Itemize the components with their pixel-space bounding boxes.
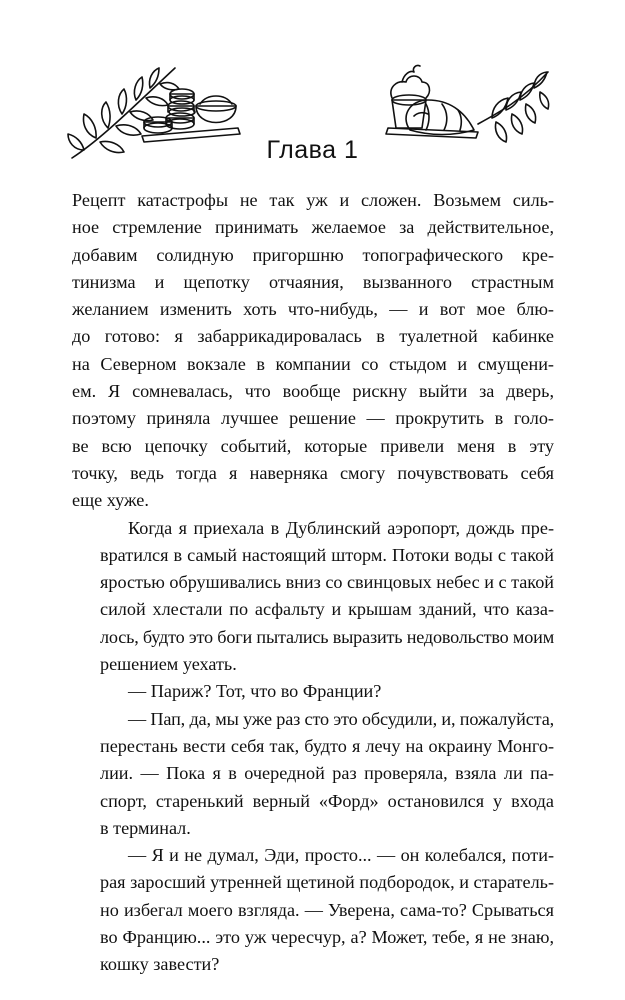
text-line: тинизма и щепотку отчаяния, вызванного страстным: [72, 271, 554, 292]
right-branch-icon: [478, 72, 549, 142]
text-line: — Париж? Тот, что во Франции?: [128, 681, 382, 702]
text-line: на Северном вокзале в компании со стыдом и смущени-: [72, 353, 554, 374]
text-line: лии. — Пока я в очередной раз проверяла, взяла ли па-: [100, 763, 554, 784]
text-line: ное стремление принимать желаемое за действительное,: [72, 217, 554, 238]
paragraph: [72, 187, 554, 515]
text-line: силой хлестали по асфальту и крышам зданий, что каза-: [100, 599, 554, 620]
cupcake-and-croissant-icon: [386, 65, 478, 138]
chapter-title: Глава 1: [266, 136, 359, 164]
text-line: во Францию... это уж чересчур, а? Может, тебе, я не знаю,: [100, 927, 554, 948]
text-line: Рецепт катастрофы не так уж и сложен. Возьмем силь-: [72, 190, 554, 210]
paragraph: [72, 706, 554, 842]
text-line: поэтому приняла лучшее решение — прокрутить в голо-: [72, 408, 554, 429]
text-line: спорт, старенький верный «Форд» остановился у входа: [100, 790, 554, 811]
text-line: ем. Я сомневалась, что вообще рискну выйти за дверь,: [72, 381, 554, 402]
text-line: ве всю цепочку событий, которые привели меня в эту: [72, 435, 554, 456]
text-line: Когда я приехала в Дублинский аэропорт, дождь пре-: [128, 517, 554, 538]
paragraph: [72, 678, 554, 705]
text-line: вратился в самый настоящий шторм. Потоки воды с такой: [100, 544, 554, 565]
chapter-body: [72, 187, 554, 979]
text-line: лось, будто это боги пытались выразить недовольство моим: [100, 626, 555, 647]
paragraph: [72, 515, 554, 679]
text-line: но избегал моего взгляда. — Уверена, сама-то? Срываться: [100, 899, 554, 920]
text-line: решением уехать.: [100, 654, 237, 675]
text-line: еще хуже.: [72, 490, 149, 511]
paragraph: [72, 842, 554, 978]
text-line: до готово: я забаррикадировалась в туалетной кабинке: [72, 326, 554, 347]
text-line: — Я и не думал, Эди, просто... — он колебался, поти-: [128, 845, 554, 866]
text-line: — Пап, да, мы уже раз сто это обсудили, и, пожалуйста,: [128, 708, 555, 729]
text-line: добавим солидную пригоршню топографического кре-: [72, 244, 554, 265]
text-line: яростью обрушивались вниз со свинцовых небес и с такой: [100, 572, 554, 593]
text-line: точку, ведь тогда я наверняка смогу почувствовать себя: [72, 462, 554, 483]
text-line: рая заросший утренней щетиной подбородок, и старатель-: [100, 872, 554, 893]
text-line: в терминал.: [100, 817, 191, 838]
chapter-header: [0, 0, 625, 180]
text-line: желанием изменить хоть что-нибудь, — и вот мое блю-: [72, 299, 554, 320]
text-line: перестань вести себя так, будто я лечу на окраину Монго-: [100, 735, 554, 756]
text-line: кошку завести?: [100, 954, 220, 975]
